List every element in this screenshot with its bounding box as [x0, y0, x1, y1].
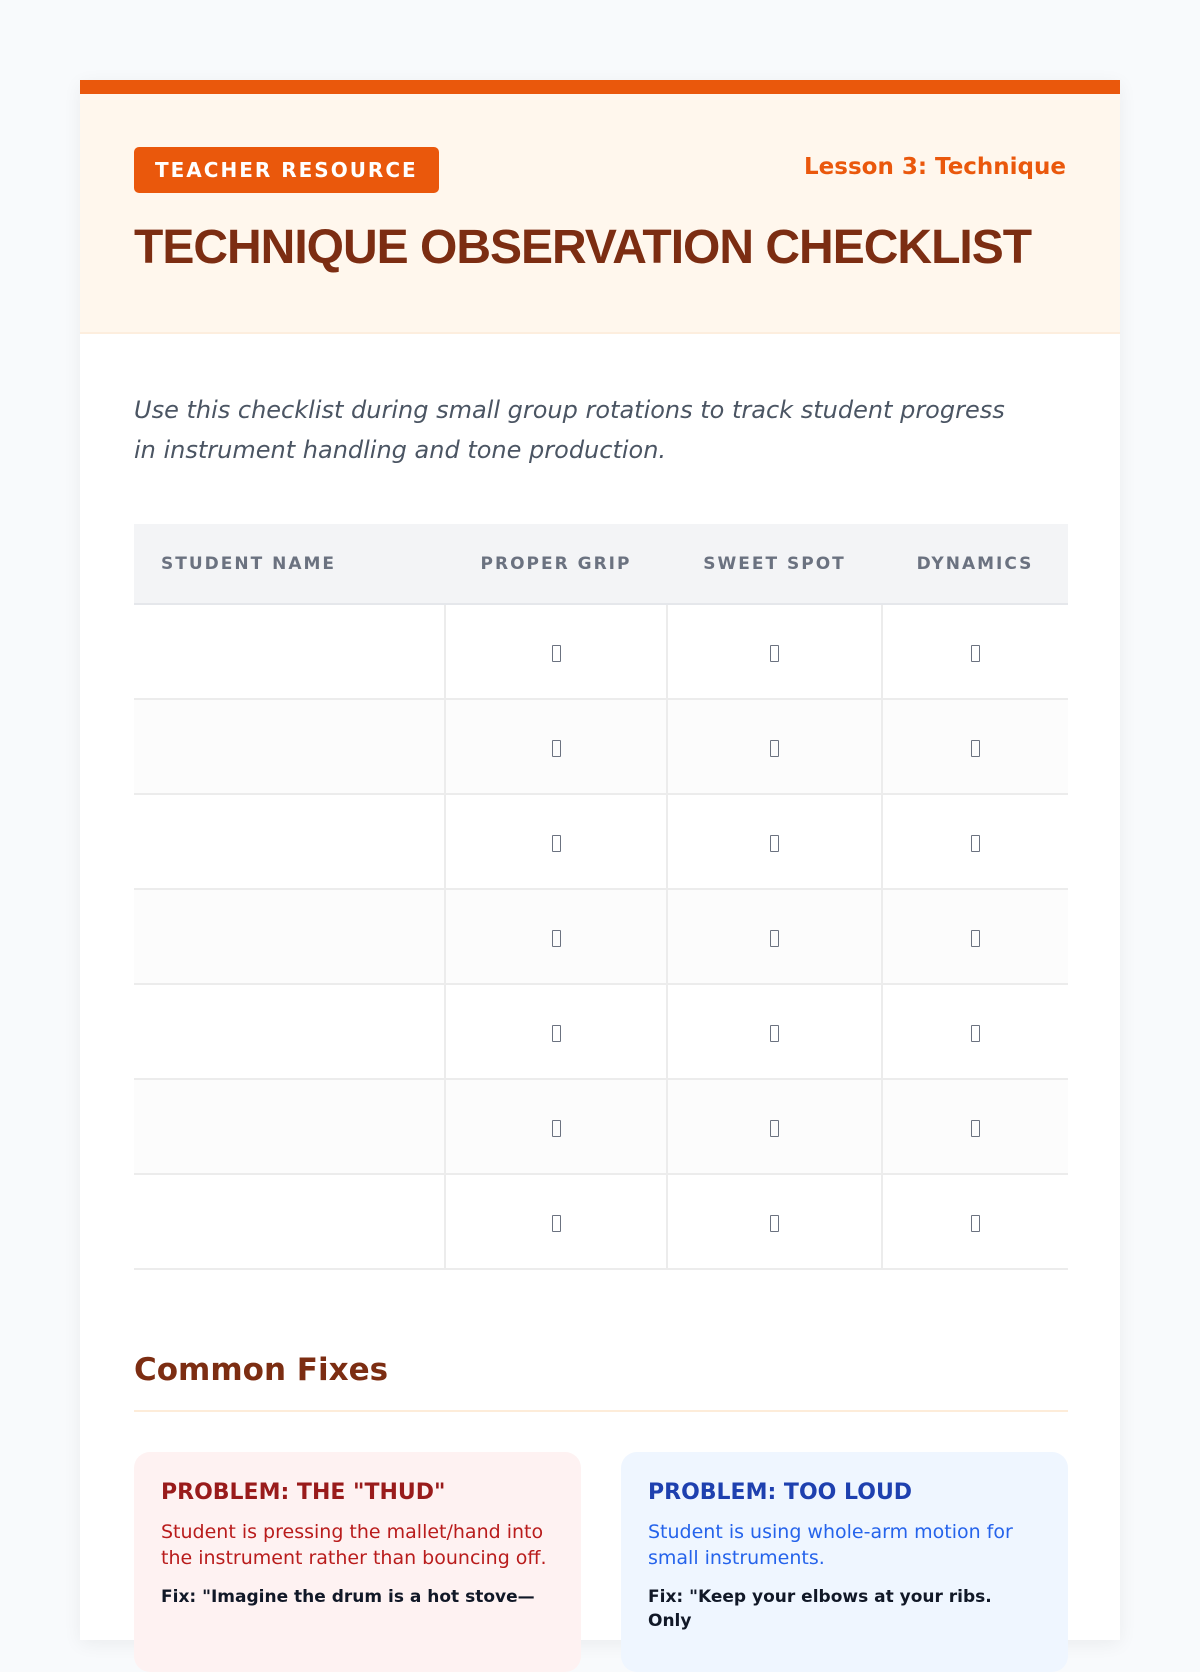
checkbox-grip[interactable]: [552, 740, 561, 757]
checkbox-dynamics[interactable]: [971, 740, 980, 757]
sweet-spot-cell: [667, 984, 882, 1079]
grip-cell: [445, 604, 667, 699]
table-row: [134, 889, 1068, 984]
fix-card-thud: [134, 1452, 581, 1672]
checkbox-grip[interactable]: [552, 835, 561, 852]
table-row: [134, 699, 1068, 794]
dynamics-cell: [882, 889, 1068, 984]
checkbox-sweet-spot[interactable]: [770, 645, 779, 662]
common-fixes-title: Common Fixes: [134, 1352, 389, 1388]
page-title: TECHNIQUE OBSERVATION CHECKLIST: [134, 221, 1032, 274]
checkbox-sweet-spot[interactable]: [770, 1215, 779, 1232]
grip-cell: [445, 889, 667, 984]
fix-tip: Fix: "Imagine the drum is a hot stove—: [161, 1587, 535, 1607]
header: [80, 94, 1120, 334]
fix-heading: PROBLEM: TOO LOUD: [648, 1480, 913, 1505]
student-name-cell[interactable]: [134, 1174, 445, 1269]
checkbox-sweet-spot[interactable]: [770, 740, 779, 757]
checkbox-sweet-spot[interactable]: [770, 1120, 779, 1137]
checkbox-grip[interactable]: [552, 930, 561, 947]
table-row: [134, 794, 1068, 889]
dynamics-cell: [882, 1174, 1068, 1269]
checkbox-dynamics[interactable]: [971, 835, 980, 852]
checkbox-sweet-spot[interactable]: [770, 835, 779, 852]
sweet-spot-cell: [667, 889, 882, 984]
table-row: [134, 604, 1068, 699]
table-row: [134, 1079, 1068, 1174]
fix-description: Student is pressing the mallet/hand into the instrument rather than bouncing off.: [161, 1521, 547, 1569]
observation-table: [134, 524, 1068, 1270]
sweet-spot-cell: [667, 604, 882, 699]
dynamics-cell: [882, 794, 1068, 889]
checkbox-dynamics[interactable]: [971, 1025, 980, 1042]
checkbox-dynamics[interactable]: [971, 1215, 980, 1232]
checkbox-grip[interactable]: [552, 645, 561, 662]
checkbox-sweet-spot[interactable]: [770, 930, 779, 947]
checkbox-dynamics[interactable]: [971, 1120, 980, 1137]
checkbox-dynamics[interactable]: [971, 645, 980, 662]
fix-description: Student is using whole-arm motion for small instruments.: [648, 1521, 1013, 1569]
dynamics-cell: [882, 699, 1068, 794]
col-sweet-spot: SWEET SPOT: [667, 524, 882, 604]
sweet-spot-cell: [667, 699, 882, 794]
section-divider: [134, 1410, 1068, 1412]
col-proper-grip: PROPER GRIP: [445, 524, 667, 604]
checkbox-sweet-spot[interactable]: [770, 1025, 779, 1042]
fix-heading: PROBLEM: THE "THUD": [161, 1480, 446, 1505]
grip-cell: [445, 794, 667, 889]
student-name-cell[interactable]: [134, 794, 445, 889]
checkbox-grip[interactable]: [552, 1025, 561, 1042]
dynamics-cell: [882, 604, 1068, 699]
student-name-cell[interactable]: [134, 984, 445, 1079]
fix-card-too-loud: [621, 1452, 1068, 1672]
dynamics-cell: [882, 984, 1068, 1079]
checkbox-grip[interactable]: [552, 1215, 561, 1232]
lesson-label: Lesson 3: Technique: [804, 154, 1066, 180]
fix-tip: Fix: "Keep your elbows at your ribs. Only: [648, 1587, 992, 1631]
table-row: [134, 984, 1068, 1079]
grip-cell: [445, 1174, 667, 1269]
resource-badge: TEACHER RESOURCE: [134, 147, 439, 193]
table-row: [134, 1174, 1068, 1269]
table-header-row: [134, 524, 1068, 604]
student-name-cell[interactable]: [134, 889, 445, 984]
sweet-spot-cell: [667, 794, 882, 889]
col-student-name: STUDENT NAME: [134, 524, 445, 604]
col-dynamics: DYNAMICS: [882, 524, 1068, 604]
checkbox-grip[interactable]: [552, 1120, 561, 1137]
student-name-cell[interactable]: [134, 1079, 445, 1174]
grip-cell: [445, 699, 667, 794]
sweet-spot-cell: [667, 1174, 882, 1269]
checkbox-dynamics[interactable]: [971, 930, 980, 947]
intro-text: Use this checklist during small group rotations to track student progress in instrument handling and tone production.: [134, 396, 1005, 464]
sweet-spot-cell: [667, 1079, 882, 1174]
dynamics-cell: [882, 1079, 1068, 1174]
student-name-cell[interactable]: [134, 699, 445, 794]
student-name-cell[interactable]: [134, 604, 445, 699]
grip-cell: [445, 1079, 667, 1174]
grip-cell: [445, 984, 667, 1079]
accent-bar: [80, 80, 1120, 94]
